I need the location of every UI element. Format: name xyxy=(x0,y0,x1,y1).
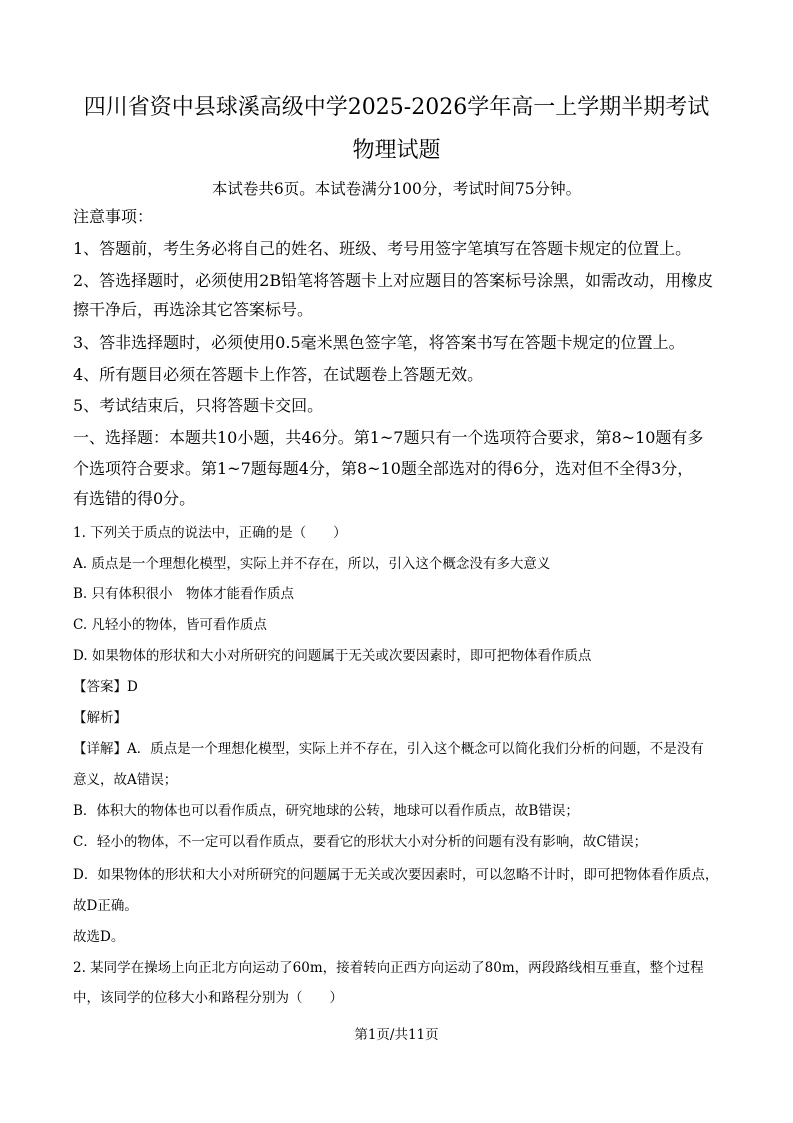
analysis-text: B．体积大的物体也可以看作质点，研究地球的公转，地球可以看作质点，故B错误； xyxy=(73,803,579,819)
answer-label: 【答案】D xyxy=(73,679,138,695)
analysis-text: D．如果物体的形状和大小对所研究的问题属于无关或次要因素时，可以忽略不计时，即可把物体看作质点， xyxy=(73,867,719,883)
document-title: 四川省资中县球溪高级中学2025-2026学年高一上学期半期考试 xyxy=(83,95,710,120)
note-item: 5、考试结束后，只将答题卡交回。 xyxy=(73,396,324,415)
section-text: 个选项符合要求。第1~7题每题4分，第8~10题全部选对的得6分，选对但不全得3分， xyxy=(73,459,694,478)
note-item: 2、答选择题时，必须使用2B铅笔将答题卡上对应题目的答案标号涂黑，如需改动，用橡皮 xyxy=(73,271,714,290)
question-stem: 1. 下列关于质点的说法中，正确的是（ ） xyxy=(73,525,347,541)
note-item: 1、答题前，考生务必将自己的姓名、班级、考号用签字笔填写在答题卡规定的位置上。 xyxy=(73,239,692,258)
option-b: B. 只有体积很小 物体才能看作质点 xyxy=(73,586,295,602)
page-footer: 第1页/共11页 xyxy=(354,1027,439,1043)
note-item: 4、所有题目必须在答题卡上作答，在试题卷上答题无效。 xyxy=(73,365,484,384)
question-stem: 中，该同学的位移大小和路程分别为（ ） xyxy=(73,990,343,1006)
analysis-text: C．轻小的物体，不一定可以看作质点，要看它的形状大小对分析的问题有没有影响，故C错误； xyxy=(73,834,648,850)
option-a: A. 质点是一个理想化模型，实际上并不存在，所以，引入这个概念没有多大意义 xyxy=(73,556,551,572)
section-heading: 一、选择题：本题共10小题，共46分。第1~7题只有一个选项符合要求，第8~10题有多 xyxy=(73,428,704,447)
analysis-text: 故选D。 xyxy=(73,929,125,945)
note-item: 3、答非选择题时，必须使用0.5毫米黑色签字笔，将答案书写在答题卡规定的位置上。 xyxy=(73,333,685,352)
analysis-text: 【详解】A．质点是一个理想化模型，实际上并不存在，引入这个概念可以简化我们分析的问题，不是没有 xyxy=(73,741,704,757)
analysis-label: 【解析】 xyxy=(73,710,127,726)
question-stem: 2. 某同学在操场上向正北方向运动了60m，接着转向正西方向运动了80m，两段路线相互垂直，整个过程 xyxy=(73,960,704,976)
section-text: 有选错的得0分。 xyxy=(73,489,196,508)
document-subtitle: 物理试题 xyxy=(352,138,441,163)
option-c: C. 凡轻小的物体，皆可看作质点 xyxy=(73,617,267,633)
exam-info: 本试卷共6页。本试卷满分100分，考试时间75分钟。 xyxy=(211,180,582,198)
note-item: 擦干净后，再选涂其它答案标号。 xyxy=(73,300,314,319)
analysis-text: 意义，故A错误； xyxy=(73,772,178,788)
notes-heading: 注意事项： xyxy=(73,207,154,226)
analysis-text: 故D正确。 xyxy=(73,898,138,914)
option-d: D. 如果物体的形状和大小对所研究的问题属于无关或次要因素时，即可把物体看作质点 xyxy=(73,648,592,664)
